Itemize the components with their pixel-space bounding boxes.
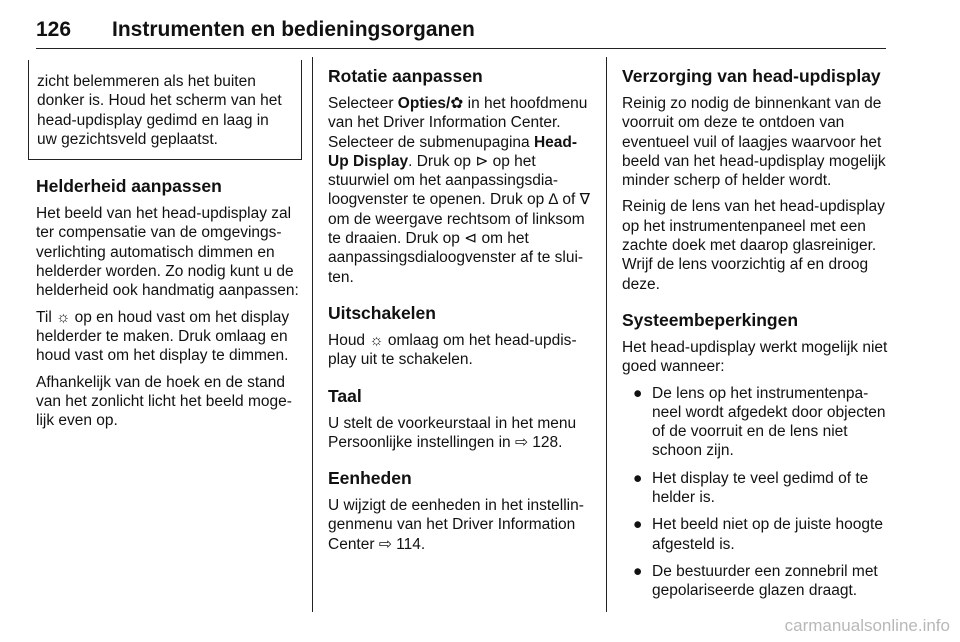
menu-options: Opties/✿ — [397, 95, 464, 112]
brightness-icon: ☼ — [369, 331, 384, 349]
column-1 — [36, 60, 302, 437]
paragraph-units: U wijzigt de eenheden in het instellingenmenu van het Driver Information Center ⇨ 114. — [328, 497, 584, 553]
paragraph-brightness-control: Til ☼ op en houd vast om het display helderder te maken. Druk omlaag en houd vast om het display te dimmen. — [36, 308, 290, 365]
page-title: Instrumenten en bedieningsorganen — [112, 18, 475, 41]
column-divider-1 — [312, 57, 313, 612]
paragraph-off: Houd ☼ omlaag om het head-updisplay uit te schakelen. — [328, 331, 577, 369]
list-item: ● Het display te veel gedimd of te helder is. — [633, 469, 869, 507]
limits-list — [622, 384, 888, 601]
paragraph-language: U stelt de voorkeurstaal in het menu Persoonlijke instellingen in ⇨ 128. — [328, 414, 577, 451]
paragraph-limits-intro: Het head-updisplay werkt mogelijk niet goed wanneer: — [622, 338, 888, 376]
paragraph-rotation: Selecteer Opties/✿ in het hoofdmenu van het Driver Information Center. Selecteer de submenupagina Head-Up Display. Druk op ⊳ op het stuurwiel om het aanpassingsdialoogvenster te openen. Druk op ∆ of ∇ om de weergave rechtsom of linksom te draaien. Druk op ⊲ om het aanpassingsdialoogvenster af te sluiten. — [328, 95, 590, 286]
paragraph-care-lens: Reinig de lens van het head-updisplay op het instrumentenpaneel met een zachte doek met daarop glasreiniger. Wrijf de lens voorzichtig af en droog deze. — [622, 198, 885, 293]
heading-brightness: Helderheid aanpassen — [36, 176, 222, 197]
bullet-icon: ● — [633, 516, 643, 534]
paragraph-sunlight: Afhankelijk van de hoek en de stand van het zonlicht licht het beeld mogelijk even op. — [36, 373, 292, 430]
bullet-icon: ● — [633, 469, 643, 487]
arrow-right-icon: ⊳ — [475, 152, 489, 170]
column-2 — [328, 60, 594, 561]
heading-units: Eenheden — [328, 468, 412, 489]
arrow-down-icon: ∇ — [579, 191, 590, 209]
heading-off: Uitschakelen — [328, 302, 436, 323]
column-3 — [622, 60, 888, 609]
page-number: 126 — [36, 18, 72, 41]
brightness-icon: ☼ — [56, 308, 71, 326]
heading-limits: Systeembeperkingen — [622, 309, 799, 330]
heading-rotation: Rotatie aanpassen — [328, 66, 483, 86]
paragraph-care-windshield: Reinig zo nodig de binnenkant van de voorruit om deze te ontdoen van eventueel vuil of laagjes waarvoor het beeld van het head-updisplay mogelijk minder scherp of helder wordt. — [622, 95, 886, 190]
list-item: ● De bestuurder een zonnebril met gepolariseerde glazen draagt. — [633, 562, 878, 600]
bullet-icon: ● — [633, 384, 643, 402]
heading-language: Taal — [328, 385, 362, 406]
page-header — [36, 14, 886, 44]
heading-care: Verzorging van head-updisplay — [622, 66, 881, 86]
notice-box — [28, 60, 302, 160]
header-divider — [36, 48, 886, 49]
watermark: carmanualsonline.info — [784, 616, 950, 635]
bullet-icon: ● — [633, 562, 643, 580]
column-divider-2 — [606, 57, 607, 612]
menu-head-up-display: Head-Up Display — [328, 133, 578, 170]
arrow-left-icon: ⊲ — [464, 230, 478, 248]
paragraph-brightness-intro: Het beeld van het head-updisplay zal ter compensatie van de omgevingsverlichting automatisch dimmen en helderder worden. Zo nodig kunt u de helderheid ook handmatig aanpassen: — [36, 205, 299, 300]
list-item: ● De lens op het instrumentenpaneel wordt afgedekt door objecten of de voorruit en de lens niet schoon zijn. — [633, 384, 886, 460]
notice-box-text: zicht belemmeren als het buiten donker is. Houd het scherm van het head-updisplay gedimd en laag in uw gezichtsveld geplaatst. — [37, 73, 282, 148]
list-item: ● Het beeld niet op de juiste hoogte afgesteld is. — [633, 516, 883, 553]
arrow-up-icon: ∆ — [548, 191, 559, 209]
